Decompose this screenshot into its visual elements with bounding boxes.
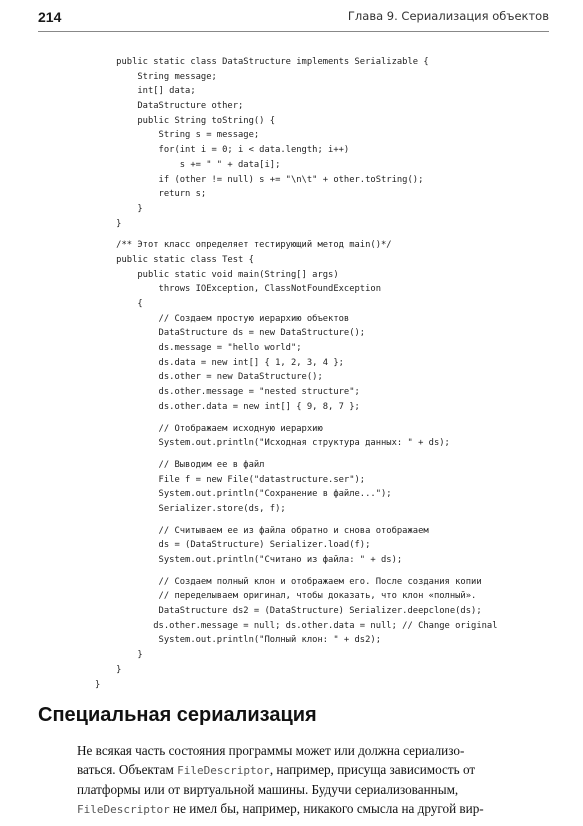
paragraph-text: , например, присуща зависимость от	[269, 762, 476, 777]
inline-code: FileDescriptor	[177, 764, 270, 777]
code-line: ds.other = new DataStructure();	[95, 372, 323, 383]
code-line: // Отображаем исходную иерархию	[95, 423, 323, 434]
paragraph-line	[77, 760, 547, 780]
code-line: System.out.println("Считано из файла: " + ds);	[95, 555, 403, 565]
code-line: public static void main(String[] args)	[95, 269, 339, 280]
code-line: public static class DataStructure implements Serializable {	[95, 57, 429, 67]
code-gap	[95, 231, 555, 238]
paragraph-text: ваться. Объектам	[77, 762, 178, 777]
code-line: return s;	[95, 189, 207, 200]
paragraph-text: платформы или от виртуальной машины. Будучи сериализованным,	[77, 782, 459, 797]
code-listing	[95, 55, 555, 692]
code-line: for(int i = 0; i < data.length; i++)	[95, 145, 350, 156]
code-line: }	[95, 218, 122, 229]
code-line: ds.other.message = "nested structure";	[95, 387, 360, 398]
paragraph-text: не имел бы, например, никакого смысла на другой вир-	[169, 801, 484, 816]
code-line: DataStructure ds = new DataStructure();	[95, 328, 366, 339]
code-gap	[95, 568, 555, 575]
code-line: {	[95, 299, 143, 309]
code-line: Serializer.store(ds, f);	[95, 503, 286, 514]
header-divider	[38, 31, 549, 32]
code-line: }	[95, 650, 143, 661]
code-line: }	[95, 203, 143, 214]
code-line: // Выводим ее в файл	[95, 459, 265, 470]
code-line: }	[95, 679, 101, 690]
code-line: /** Этот класс определяет тестирующий метод main()*/	[95, 240, 392, 251]
code-line: public static class Test {	[95, 254, 254, 265]
code-line: throws IOException, ClassNotFoundException	[95, 284, 381, 295]
paragraph-line	[77, 780, 547, 799]
paragraph-line	[77, 741, 547, 760]
code-line: System.out.println("Сохранение в файле...");	[95, 489, 392, 500]
code-gap	[95, 517, 555, 524]
code-line: DataStructure other;	[95, 101, 244, 112]
chapter-title: Глава 9. Сериализация объектов	[347, 9, 549, 23]
inline-code: FileDescriptor	[77, 803, 170, 816]
body-paragraph	[77, 741, 547, 819]
code-line: String s = message;	[95, 130, 260, 141]
code-line: ds.message = "hello world";	[95, 343, 302, 354]
page-header	[38, 6, 549, 28]
paragraph-line	[77, 799, 547, 819]
code-gap	[95, 415, 555, 422]
page-number: 214	[38, 9, 62, 25]
paragraph-text: Не всякая часть состояния программы может или должна сериализо-	[77, 743, 465, 758]
code-line: }	[95, 664, 122, 675]
code-line: String message;	[95, 71, 217, 82]
code-line: // Создаем простую иерархию объектов	[95, 313, 350, 324]
code-line: File f = new File("datastructure.ser");	[95, 474, 366, 485]
code-line: if (other != null) s += "\n\t" + other.toString();	[95, 174, 424, 185]
code-line: ds.other.data = new int[] { 9, 8, 7 };	[95, 401, 360, 412]
code-line: ds.other.message = null; ds.other.data = null; // Change original	[95, 620, 498, 631]
section-heading: Специальная сериализация	[38, 704, 317, 726]
code-line: // переделываем оригинал, чтобы доказать, что клон «полный».	[95, 591, 477, 602]
code-line: ds.data = new int[] { 1, 2, 3, 4 };	[95, 357, 344, 368]
code-gap	[95, 451, 555, 458]
code-line: DataStructure ds2 = (DataStructure) Serializer.deepclone(ds);	[95, 606, 482, 617]
code-line: s += " " + data[i];	[95, 159, 281, 170]
code-line: public String toString() {	[95, 115, 276, 126]
code-line: System.out.println("Полный клон: " + ds2);	[95, 635, 381, 646]
code-line: // Создаем полный клон и отображаем его. После создания копии	[95, 576, 482, 587]
code-line: int[] data;	[95, 86, 196, 97]
code-line: // Считываем ее из файла обратно и снова отображаем	[95, 525, 429, 536]
code-line: ds = (DataStructure) Serializer.load(f);	[95, 540, 371, 551]
code-line: System.out.println("Исходная структура данных: " + ds);	[95, 438, 450, 449]
